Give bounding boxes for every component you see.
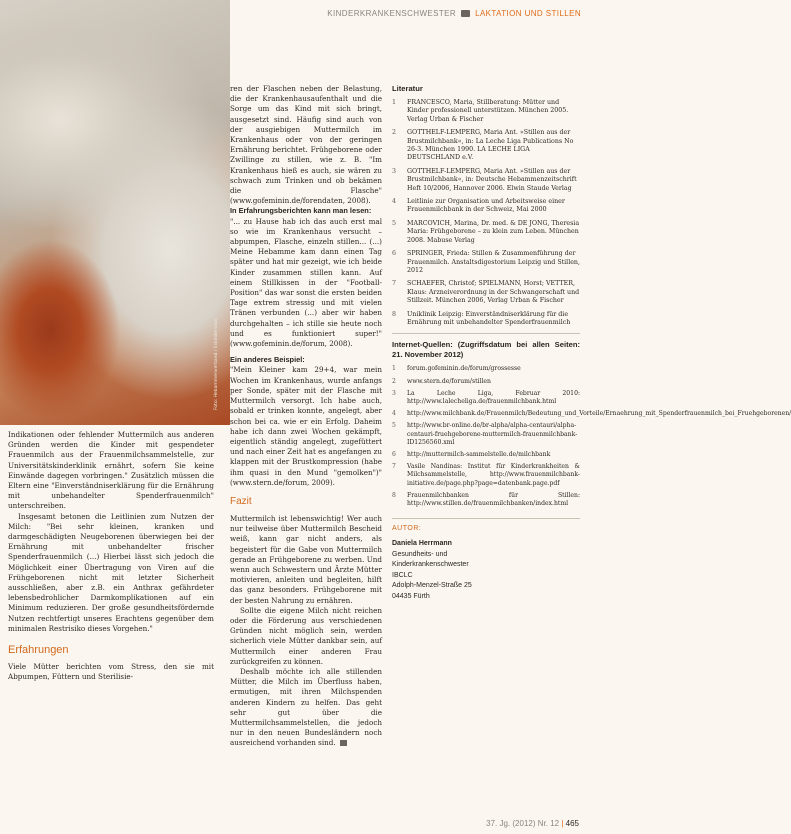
list-text: MARCOVICH, Marina, Dr. med. & DE JONG, Theresia Maria: Frühgeborene – zu klein zum Leben. München 2008. Mabuse Verlag (407, 219, 580, 244)
end-mark-icon (340, 740, 347, 746)
web-source-item (392, 463, 580, 488)
list-number: 4 (392, 198, 397, 206)
photo-credit: Foto: Hebammenverband / Eskindersson (214, 318, 219, 410)
web-source-item (392, 410, 791, 418)
list-number: 4 (392, 410, 396, 418)
literature-item (392, 129, 580, 163)
literature-item (392, 280, 580, 305)
section-label: LAKTATION UND STILLEN (475, 9, 581, 18)
journal-category: KINDERKRANKENSCHWESTER (327, 9, 457, 18)
list-text: FRANCESCO, Maria, Stillberatung: Mütter und Kinder professionell unterstützen. München 2005. Verlag Urban & Fischer (407, 99, 569, 123)
text-column-1 (8, 430, 214, 682)
footer-separator: | (561, 819, 566, 828)
journal-logo-icon (461, 10, 470, 17)
subheading: Ein anderes Beispiel: (230, 355, 305, 365)
paragraph: Indikationen oder fehlender Muttermilch aus anderen Gründen werden die Kinder mit gespendeter Frauenmilch aus der Frauenmilchsammelstelle, zur Universitätskinderklinik ernährt, sofern Sie keine Einwände dagegen vorbringen." Zusätzlich müssen die Eltern eine "Einverständniserklärung für die Ernährung mit unbehandelter Spenderfrauenmilch" unterschreiben. (8, 430, 214, 511)
web-source-item (392, 390, 580, 406)
web-sources-list (392, 365, 791, 508)
list-number: 7 (392, 463, 396, 471)
author-label: AUTOR: (392, 525, 422, 533)
article-photo (0, 0, 230, 425)
list-number: 1 (392, 365, 396, 373)
divider (392, 333, 580, 334)
web-source-item (392, 422, 580, 447)
issue-info: 37. Jg. (2012) Nr. 12 (486, 819, 560, 828)
author-address-line: IBCLC (392, 571, 413, 579)
page-footer (486, 819, 579, 828)
list-text: http://www.br-online.de/br-alpha/alpha-centauri/alpha-centauri-fruehgeborene-muttermilch-frauenmilchbank-ID1256560.xml (407, 422, 578, 446)
literature-item (392, 250, 580, 275)
list-text: La Leche Liga, Februar 2010: http://www.lalecheliga.de/frauenmilchbank.html (407, 389, 580, 405)
list-number: 3 (392, 167, 397, 175)
web-source-item (392, 451, 580, 459)
web-source-item (392, 378, 580, 386)
paragraph: Muttermilch ist lebenswichtig! Wer auch nur teilweise über Muttermilch Bescheid weiß, kann gar nicht anders, als begeistert für die Gabe von Muttermilch gerade an Frühgeborene zu werben. Und wenn auch Schwestern und Ärzte Mütter motivieren, anleiten und begleiten, hilft das ganz besonders. Frühgeborene mit der besten Nahrung zu ernähren. (230, 513, 382, 605)
list-text: http://muttermilch-sammelstelle.de/milchbank (407, 450, 551, 458)
quote-paragraph: "... zu Hause hab ich das auch erst mal so wie im Krankenhaus versucht – abpumpen, Flasche, einzeln stillen... (...) Meine Hebamme kam dann einen Tag später und hat mir gezeigt, wie ich beide Kinder zusammen stillen kann. Auf einem Stillkissen in der "Football-Position" das war sonst die ersten beiden Tage extrem stressig und mit vielen Tränen verbunden (...) aber wir haben durchgehalten – ich stille sie heute noch und es funktioniert super!" (www.gofeminin.de/forum, 2008). (230, 216, 382, 349)
literature-item (392, 168, 580, 193)
literature-item (392, 311, 580, 328)
list-text: SPRINGER, Frieda: Stillen & Zusammenführung der Frauenmilch. Anstaltsdigestorium Leipzig und Stillen, 2012 (407, 250, 580, 274)
list-text: GOTTHELF-LEMPERG, Maria Ant. »Stillen aus der Brustmilchbank«, in: La Leche Liga Publications No 26-3. München 1990. LA LECHE LIGA DEUTSCHLAND e.V. (407, 129, 574, 162)
list-number: 5 (392, 219, 397, 227)
paragraph: Sollte die eigene Milch nicht reichen oder die Förderung aus verschiedenen Gründen nicht möglich sein, werden sicherlich viele Mütter dankbar sein, auf Muttermilch einer anderen Frau zurückgreifen zu können. (230, 605, 382, 666)
paragraph: Viele Mütter berichten vom Stress, den sie mit Abpumpen, Füttern und Sterilisie- (8, 662, 214, 682)
literature-heading: Literatur (392, 84, 423, 93)
list-number: 2 (392, 129, 397, 137)
list-number: 7 (392, 280, 397, 288)
literature-item (392, 198, 580, 215)
list-text: www.stern.de/forum/stillen (407, 377, 491, 385)
paragraph: ren der Flaschen neben der Belastung, die der Krankenhausaufenthalt und die Sorge um das Kind mit sich bringt, ausgesetzt sind. Häufig sind auch von der ausgiebigen Muttermilch im Krankenhaus oder von der geringen Ernährung berichtet. Frühgeborene oder Zwillinge zu stillen, wie z. B. "Im Krankenhaus hieß es auch, sie wären zu schwach zum Trinken und ob bekämen die Flasche" (www.gofeminin.de/forendaten, 2008). (230, 84, 382, 206)
list-text: Vasile Nandinas: Institut für Kinderkrankheiten & Milchsammelstelle, http://www.frauenmilchbank-initiative.de/page.php?page=datenbank.page.pdf (407, 463, 580, 487)
list-number: 6 (392, 450, 396, 458)
page-number: 465 (565, 819, 579, 828)
paragraph: Insgesamt betonen die Leitlinien zum Nutzen der Milch: "Bei sehr kleinen, kranken und darmgeschädigten Neugeborenen überwiegen bei der Ernährung mit unbehandelter frischer Spenderfrauenmilch (...) Hierbei lässt sich jedoch die Möglichkeit einer Übertragung von Viren auf die Frühgeborenen nicht mit letzter Sicherheit ausschließen, aber z.B. ein Anthrax gefährdeter lebensbedrohlicher Darmkomplikationen auf ein Minimum reduzieren. Der große gesundheitsfördernde Nutzen rechtfertigt unseres Erachtens gegenüber dem minimalen Restrisiko dieses Vorgehen." (8, 511, 214, 633)
author-name: Daniela Herrmann (392, 540, 452, 548)
list-number: 5 (392, 422, 396, 430)
text-column-2 (230, 84, 382, 749)
web-sources-heading: Internet-Quellen: (Zugriffsdatum bei allen Seiten: 21. November 2012) (392, 340, 580, 360)
list-number: 2 (392, 377, 396, 385)
sidebar-column (392, 84, 791, 602)
paragraph (230, 667, 382, 749)
running-head (327, 9, 581, 18)
list-number: 6 (392, 250, 397, 258)
list-text: SCHAEFER, Christof; SPIELMANN, Horst; VETTER, Klaus: Arzneiverordnung in der Schwangerschaft und Stillzeit. München 2006, Verlag Urban & Fischer (407, 280, 580, 305)
web-source-item (392, 492, 580, 508)
list-number: 8 (392, 310, 397, 318)
author-address-line: Gesundheits- und (392, 550, 448, 558)
paragraph-text: Deshalb möchte ich alle stillenden Mütter, die Milch im Überfluss haben, ermutigen, mit ihren Milchspenden anderen Kindern zu helfen. Das geht sehr gut über die Muttermilchsammelstellen, die jedoch nur in den neuen Bundesländern noch ausreichend vorhanden sind. (230, 666, 382, 748)
web-source-item (392, 365, 580, 373)
list-text: http://www.milchbank.de/Frauenmilch/Bedeutung_und_Vorteile/Ernaehrung_mit_Spenderfrauenmilch_bei_Fruehgeborenen/ (407, 410, 791, 418)
list-text: Frauenmilchbanken für Stillen: http://www.stillen.de/frauenmilchbanken/index.html (407, 491, 580, 507)
list-text: Leitlinie zur Organisation und Arbeitsweise einer Frauenmilchbank in der Schweiz, Mai 2000 (407, 198, 565, 214)
literature-item (392, 99, 580, 124)
subheading: In Erfahrungsberichten kann man lesen: (230, 206, 372, 216)
literature-item (392, 220, 580, 245)
author-box (392, 518, 580, 602)
author-address-line: Kinderkrankenschwester (392, 561, 469, 569)
section-heading-fazit: Fazit (230, 495, 252, 507)
list-text: GOTTHELF-LEMPERG, Maria Ant. »Stillen aus der Brustmilchbank«, in: Deutsche Hebammenzeitschrift Heft 10/2006, Hannover 2006. Elwin Staude Verlag (407, 167, 577, 192)
literature-list (392, 99, 580, 327)
author-address-line: 04435 Fürth (392, 592, 430, 600)
list-number: 1 (392, 99, 397, 106)
list-text: forum.gofeminin.de/forum/grossesse (407, 365, 521, 373)
list-number: 3 (392, 389, 396, 397)
author-address-line: Adolph-Menzel-Straße 25 (392, 582, 472, 590)
section-heading-erfahrungen: Erfahrungen (8, 644, 69, 657)
author-address (392, 550, 580, 603)
quote-paragraph: "Mein Kleiner kam 29+4, war mein Wochen im Krankenhaus, wurde anfangs per Sonde, später mit der Flasche mit Muttermilch versorgt. Ich habe auch, sobald er trinken konnte, angelegt, aber schon bei ca. wie er ein Erfolg. Daheim habe ich dann zwei Wochen gekämpft, eigentlich ständig angelegt, zugefüttert und nach einer Zeit hat es angefangen zu klappen mit der Brustkompression (habe ihm quasi in den Mund "gemolken")" (www.stern.de/forum, 2009). (230, 365, 382, 487)
list-number: 8 (392, 491, 396, 499)
list-text: Uniklinik Leipzig: Einverständniserklärung für die Ernährung mit unbehandelter Spenderfrauenmilch (407, 310, 571, 326)
